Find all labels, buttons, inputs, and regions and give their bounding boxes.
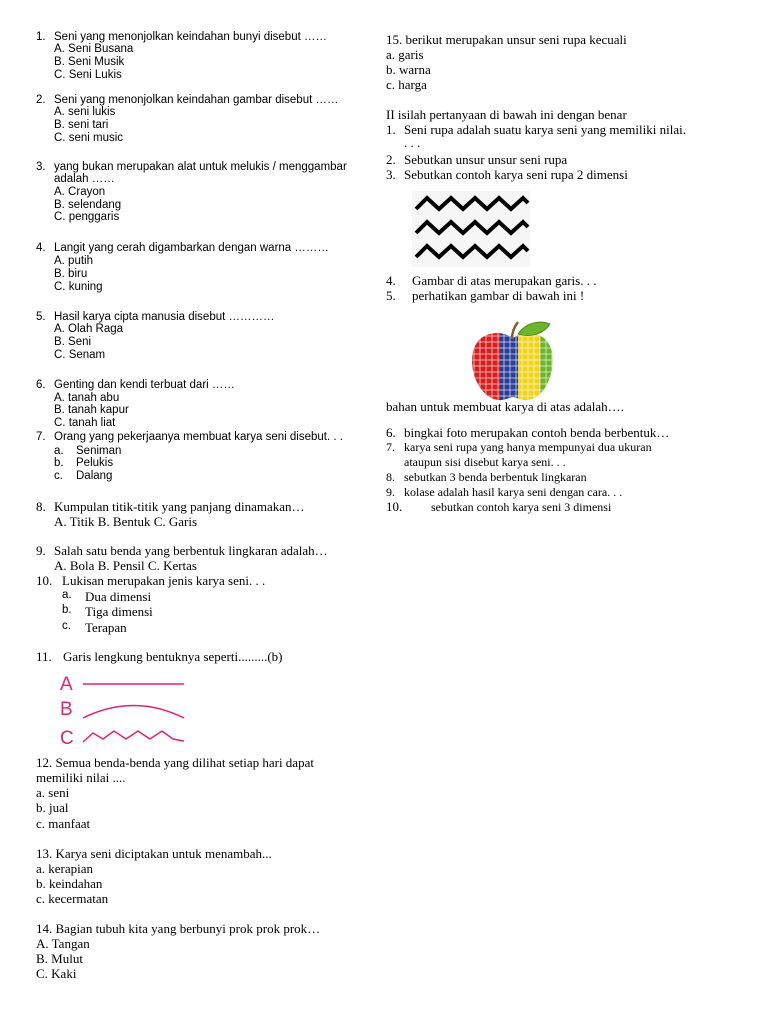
q13-option-a: a. kerapian: [36, 861, 94, 876]
q8-text: Kumpulan titik-titik yang panjang dinamakan…: [54, 499, 305, 514]
q7-number: 7.: [36, 431, 46, 443]
q11-text: Garis lengkung bentuknya seperti.........(b): [63, 649, 283, 664]
apple-leaf: [518, 322, 550, 335]
essay-6-text: bingkai foto merupakan contoh benda berbentuk…: [404, 425, 670, 440]
q8-options: A. Titik B. Bentuk C. Garis: [54, 514, 198, 529]
q11-number: 11.: [36, 649, 52, 664]
q15-text: 15. berikut merupakan unsur seni rupa kecuali: [386, 32, 627, 47]
q14-text: 14. Bagian tubuh kita yang berbunyi prok prok prok…: [36, 921, 321, 936]
essay-5-number: 5.: [386, 288, 396, 303]
curved-line: [83, 706, 184, 719]
essay-9-number: 9.: [386, 485, 395, 499]
q7-text: Orang yang pekerjaanya membuat karya seni disebut. . .: [54, 431, 343, 443]
q10-option-a-letter: a.: [62, 589, 72, 601]
q14-option-b: B. Mulut: [36, 951, 83, 966]
q11-label-c: C: [60, 728, 74, 749]
q4-option-b: B. biru: [54, 268, 88, 280]
q9-number: 9.: [36, 543, 46, 558]
section-2-heading: II isilah pertanyaan di bawah ini dengan benar: [386, 107, 627, 122]
q9-options: A. Bola B. Pensil C. Kertas: [54, 558, 197, 573]
q6-text: Genting dan kendi terbuat dari ……: [54, 379, 235, 391]
q1-option-b: B. Seni Musik: [54, 56, 125, 68]
q2-text: Seni yang menonjolkan keindahan gambar disebut ……: [54, 94, 339, 106]
essay-10-text: sebutkan contoh karya seni 3 dimensi: [431, 500, 612, 514]
essay-5-text: perhatikan gambar di bawah ini !: [412, 288, 585, 303]
bahan-question: bahan untuk membuat karya di atas adalah….: [386, 399, 624, 414]
essay-4-text: Gambar di atas merupakan garis. . .: [412, 273, 597, 288]
q1-text: Seni yang menonjolkan keindahan bunyi disebut ……: [54, 31, 327, 43]
essay-2-number: 2.: [386, 152, 396, 167]
q5-option-b: B. Seni: [54, 336, 92, 348]
essay-3-text: Sebutkan contoh karya seni rupa 2 dimensi: [404, 167, 628, 182]
q12-option-b: b. jual: [36, 800, 69, 815]
q3-text-cont: adalah ……: [54, 173, 115, 185]
q13-option-c: c. kecermatan: [36, 891, 109, 906]
q14-option-a: A. Tangan: [36, 936, 90, 951]
q12-text: 12. Semua benda-benda yang dilihat setiap hari dapat: [36, 755, 314, 770]
q4-option-a: A. putih: [54, 255, 93, 267]
q10-option-c: Terapan: [85, 620, 127, 635]
q13-text: 13. Karya seni diciptakan untuk menambah...: [36, 846, 272, 861]
q12-option-c: c. manfaat: [36, 816, 91, 831]
essay-6-number: 6.: [386, 425, 396, 440]
essay-4-number: 4.: [386, 273, 396, 288]
q1-number: 1.: [36, 31, 46, 43]
q2-option-c: C. seni music: [54, 132, 124, 144]
essay-10-number: 10.: [386, 499, 403, 514]
q7-option-c-letter: c.: [54, 470, 63, 482]
essay-1-text: Seni rupa adalah suatu karya seni yang memiliki nilai.: [404, 122, 686, 137]
q2-option-b: B. seni tari: [54, 119, 109, 131]
q8-number: 8.: [36, 499, 46, 514]
q5-text: Hasil karya cipta manusia disebut …………: [54, 311, 275, 323]
q9-text: Salah satu benda yang berbentuk lingkaran adalah…: [54, 543, 328, 558]
q12-text-cont: memiliki nilai ....: [36, 770, 126, 785]
essay-9-text: kolase adalah hasil karya seni dengan cara. . .: [404, 485, 623, 499]
q4-text: Langit yang cerah digambarkan dengan warna ………: [54, 242, 329, 254]
essay-2-text: Sebutkan unsur unsur seni rupa: [404, 152, 568, 167]
essay-1-cont: . . .: [404, 135, 421, 150]
q3-option-a: A. Crayon: [54, 186, 106, 198]
q6-option-b: B. tanah kapur: [54, 404, 129, 416]
q2-number: 2.: [36, 94, 46, 106]
essay-8-text: sebutkan 3 benda berbentuk lingkaran: [404, 470, 587, 484]
q7-option-c: Dalang: [76, 470, 113, 482]
essay-7-number: 7.: [386, 440, 395, 454]
q10-text: Lukisan merupakan jenis karya seni. . .: [62, 573, 266, 588]
q12-option-a: a. seni: [36, 785, 70, 800]
zigzag-lines-picture: [412, 191, 530, 267]
q13-option-b: b. keindahan: [36, 876, 103, 891]
q6-option-c: C. tanah liat: [54, 417, 116, 429]
q5-option-c: C. Senam: [54, 349, 106, 361]
q14-option-c: C. Kaki: [36, 966, 77, 981]
q2-option-a: A. seni lukis: [54, 106, 116, 118]
q11-line-shapes: [80, 676, 190, 748]
q7-option-a-letter: a.: [54, 445, 64, 457]
q3-option-c: C. penggaris: [54, 211, 120, 223]
q10-option-b: Tiga dimensi: [85, 604, 153, 619]
q11-label-a: A: [60, 674, 73, 695]
q10-option-a: Dua dimensi: [85, 589, 152, 604]
q3-option-b: B. selendang: [54, 199, 122, 211]
q7-option-b: Pelukis: [76, 457, 114, 469]
q6-option-a: A. tanah abu: [54, 392, 120, 404]
q15-option-a: a. garis: [386, 47, 424, 62]
mosaic-apple-picture: [468, 318, 558, 404]
q6-number: 6.: [36, 379, 46, 391]
essay-1-number: 1.: [386, 122, 396, 137]
essay-8-number: 8.: [386, 470, 395, 484]
q3-number: 3.: [36, 161, 46, 173]
zigzag-line: [83, 731, 184, 742]
q4-option-c: C. kuning: [54, 281, 103, 293]
essay-3-number: 3.: [386, 167, 396, 182]
q1-option-a: A. Seni Busana: [54, 43, 134, 55]
q10-number: 10.: [36, 573, 53, 588]
q10-option-b-letter: b.: [62, 604, 72, 616]
q5-number: 5.: [36, 311, 46, 323]
essay-7-text: karya seni rupa yang hanya mempunyai dua ukuran: [404, 440, 652, 454]
q7-option-a: Seniman: [76, 445, 122, 457]
q1-option-c: C. Seni Lukis: [54, 69, 122, 81]
q15-option-c: c. harga: [386, 77, 427, 92]
q7-option-b-letter: b.: [54, 457, 64, 469]
q10-option-c-letter: c.: [62, 620, 71, 632]
essay-7-text-cont: ataupun sisi disebut karya seni. . .: [404, 455, 566, 469]
q15-option-b: b. warna: [386, 62, 431, 77]
q11-label-b: B: [60, 699, 73, 720]
q3-text: yang bukan merupakan alat untuk melukis / menggambar: [54, 161, 347, 173]
q4-number: 4.: [36, 242, 46, 254]
q5-option-a: A. Olah Raga: [54, 323, 124, 335]
